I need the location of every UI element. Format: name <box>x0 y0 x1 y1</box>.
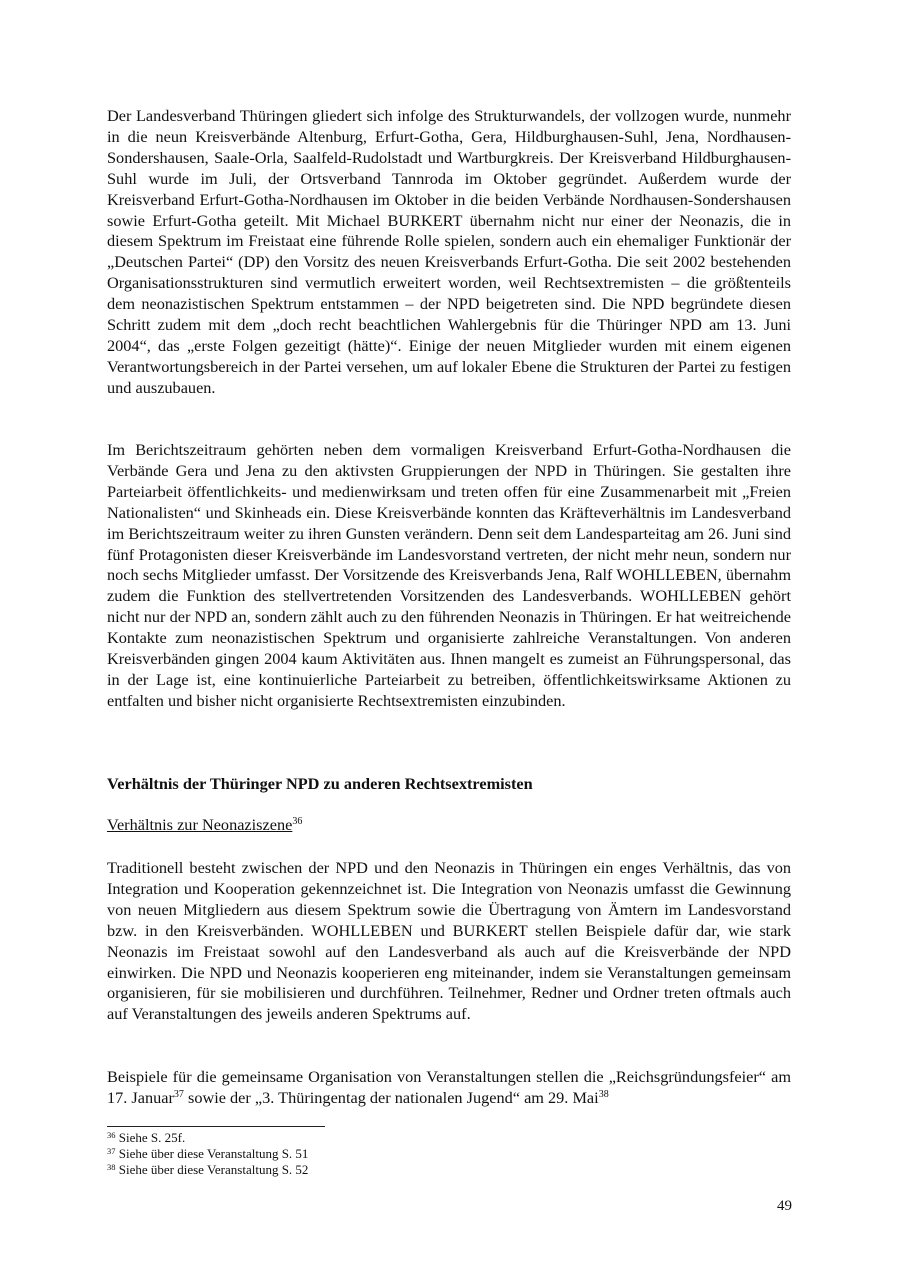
footnote-list <box>107 1130 791 1178</box>
footnote-37 <box>107 1146 791 1162</box>
page-number: 49 <box>777 1198 792 1214</box>
paragraph-landesverband-structure: Der Landesverband Thüringen gliedert sich infolge des Strukturwandels, der vollzogen wurde, nunmehr in die neun Kreisverbände Altenburg, Erfurt-Gotha, Gera, Hildburghausen-Suhl, Jena, Nordhausen-Sondershausen, Saale-Orla, Saalfeld-Rudolstadt und Wartburgkreis. Der Kreisverband Hildburghausen-Suhl wurde im Juli, der Ortsverband Tannroda im Oktober gegründet. Außerdem wurde der Kreisverband Erfurt-Gotha-Nordhausen im Oktober in die beiden Verbände Nordhausen-Sondershausen sowie Erfurt-Gotha geteilt. Mit Michael BURKERT übernahm nicht nur einer der Neonazis, die in diesem Spektrum im Freistaat eine führende Rolle spielen, sondern auch ein ehemaliger Funktionär der „Deutschen Partei“ (DP) den Vorsitz des neuen Kreisverbands Erfurt-Gotha. Die seit 2002 bestehenden Organisationsstrukturen sind vermutlich erweitert worden, weil Rechtsextremisten – die größtenteils dem neonazistischen Spektrum entstammen – der NPD beigetreten sind. Die NPD begründete diesen Schritt zudem mit dem „doch recht beachtlichen Wahlergebnis für die Thüringer NPD am 13. Juni 2004“, das „erste Folgen gezeitigt (hätte)“. Einige der neuen Mitglieder wurden mit einem eigenen Verantwortungsbereich in der Partei versehen, um auf lokaler Ebene die Strukturen der Partei zu festigen und auszubauen. <box>107 106 791 397</box>
subsection-heading <box>107 814 302 835</box>
footnote-text: Siehe über diese Veranstaltung S. 52 <box>118 1162 309 1177</box>
paragraph-joint-events <box>107 1067 791 1109</box>
footnote-ref-38[interactable]: 38 <box>598 1088 609 1100</box>
subsection-heading-text: Verhältnis zur Neonaziszene <box>107 815 293 834</box>
joint-events-text-1: Beispiele für die gemeinsame Organisation von Veranstaltungen stellen die „Reichsgründungsfeier“ am 17. Januar <box>107 1067 791 1107</box>
footnote-number: 38 <box>107 1162 116 1172</box>
footnote-number: 36 <box>107 1130 116 1140</box>
paragraph-npd-neonazi-relation: Traditionell besteht zwischen der NPD und den Neonazis in Thüringen ein enges Verhältnis, das von Integration und Kooperation gekennzeichnet ist. Die Integration von Neonazis umfasst die Gewinnung von neuen Mitgliedern aus diesem Spektrum sowie die Übertragung von Ämtern im Landesvorstand bzw. in den Kreisverbänden. WOHLLEBEN und BURKERT stellen Beispiele dafür dar, wie stark Neonazis im Freistaat sowohl auf den Landesverband als auch auf die Kreisverbände der NPD einwirken. Die NPD und Neonazis kooperieren eng miteinander, indem sie Veranstaltungen gemeinsam organisieren, für sie mobilisieren und durchführen. Teilnehmer, Redner und Ordner treten oftmals auch auf Veranstaltungen des jeweils anderen Spektrums auf. <box>107 858 791 1024</box>
footnote-divider <box>107 1126 325 1127</box>
paragraph-active-kreisverbaende: Im Berichtszeitraum gehörten neben dem vormaligen Kreisverband Erfurt-Gotha-Nordhausen die Verbände Gera und Jena zu den aktivsten Gruppierungen der NPD in Thüringen. Sie gestalten ihre Parteiarbeit öffentlichkeits- und medienwirksam und treten offen für eine Zusammenarbeit mit „Freien Nationalisten“ und Skinheads ein. Diese Kreisverbände konnten das Kräfteverhältnis im Landesverband im Berichtszeitraum weiter zu ihren Gunsten verändern. Denn seit dem Landesparteitag am 26. Juni sind fünf Protagonisten dieser Kreisverbände im Landesvorstand vertreten, der nicht mehr neun, sondern nur noch sechs Mitglieder umfasst. Der Vorsitzende des Kreisverbands Jena, Ralf WOHLLEBEN, übernahm zudem die Funktion des stellvertretenden Vorsitzenden des Landesverbands. WOHLLEBEN gehört nicht nur der NPD an, sondern zählt auch zu den führenden Neonazis in Thüringen. Er hat weitreichende Kontakte zum neonazistischen Spektrum und organisierte zahlreiche Veranstaltungen. Von anderen Kreisverbänden gingen 2004 kaum Aktivitäten aus. Ihnen mangelt es zumeist an Führungspersonal, das in der Lage ist, eine kontinuierliche Parteiarbeit zu betreiben, öffentlichkeitswirksame Aktionen zu entfalten und bisher nicht organisierte Rechtsextremisten einzubinden. <box>107 440 791 710</box>
footnote-text: Siehe S. 25f. <box>118 1130 186 1145</box>
footnote-ref-37[interactable]: 37 <box>173 1088 184 1100</box>
section-heading: Verhältnis der Thüringer NPD zu anderen Rechtsextremisten <box>107 774 533 793</box>
footnote-38 <box>107 1162 791 1178</box>
footnote-36 <box>107 1130 791 1146</box>
joint-events-text-2: sowie der „3. Thüringentag der nationalen Jugend“ am 29. Mai <box>183 1087 599 1107</box>
footnote-text: Siehe über diese Veranstaltung S. 51 <box>118 1146 309 1161</box>
footnote-number: 37 <box>107 1146 116 1156</box>
footnote-ref-36[interactable]: 36 <box>292 816 303 827</box>
